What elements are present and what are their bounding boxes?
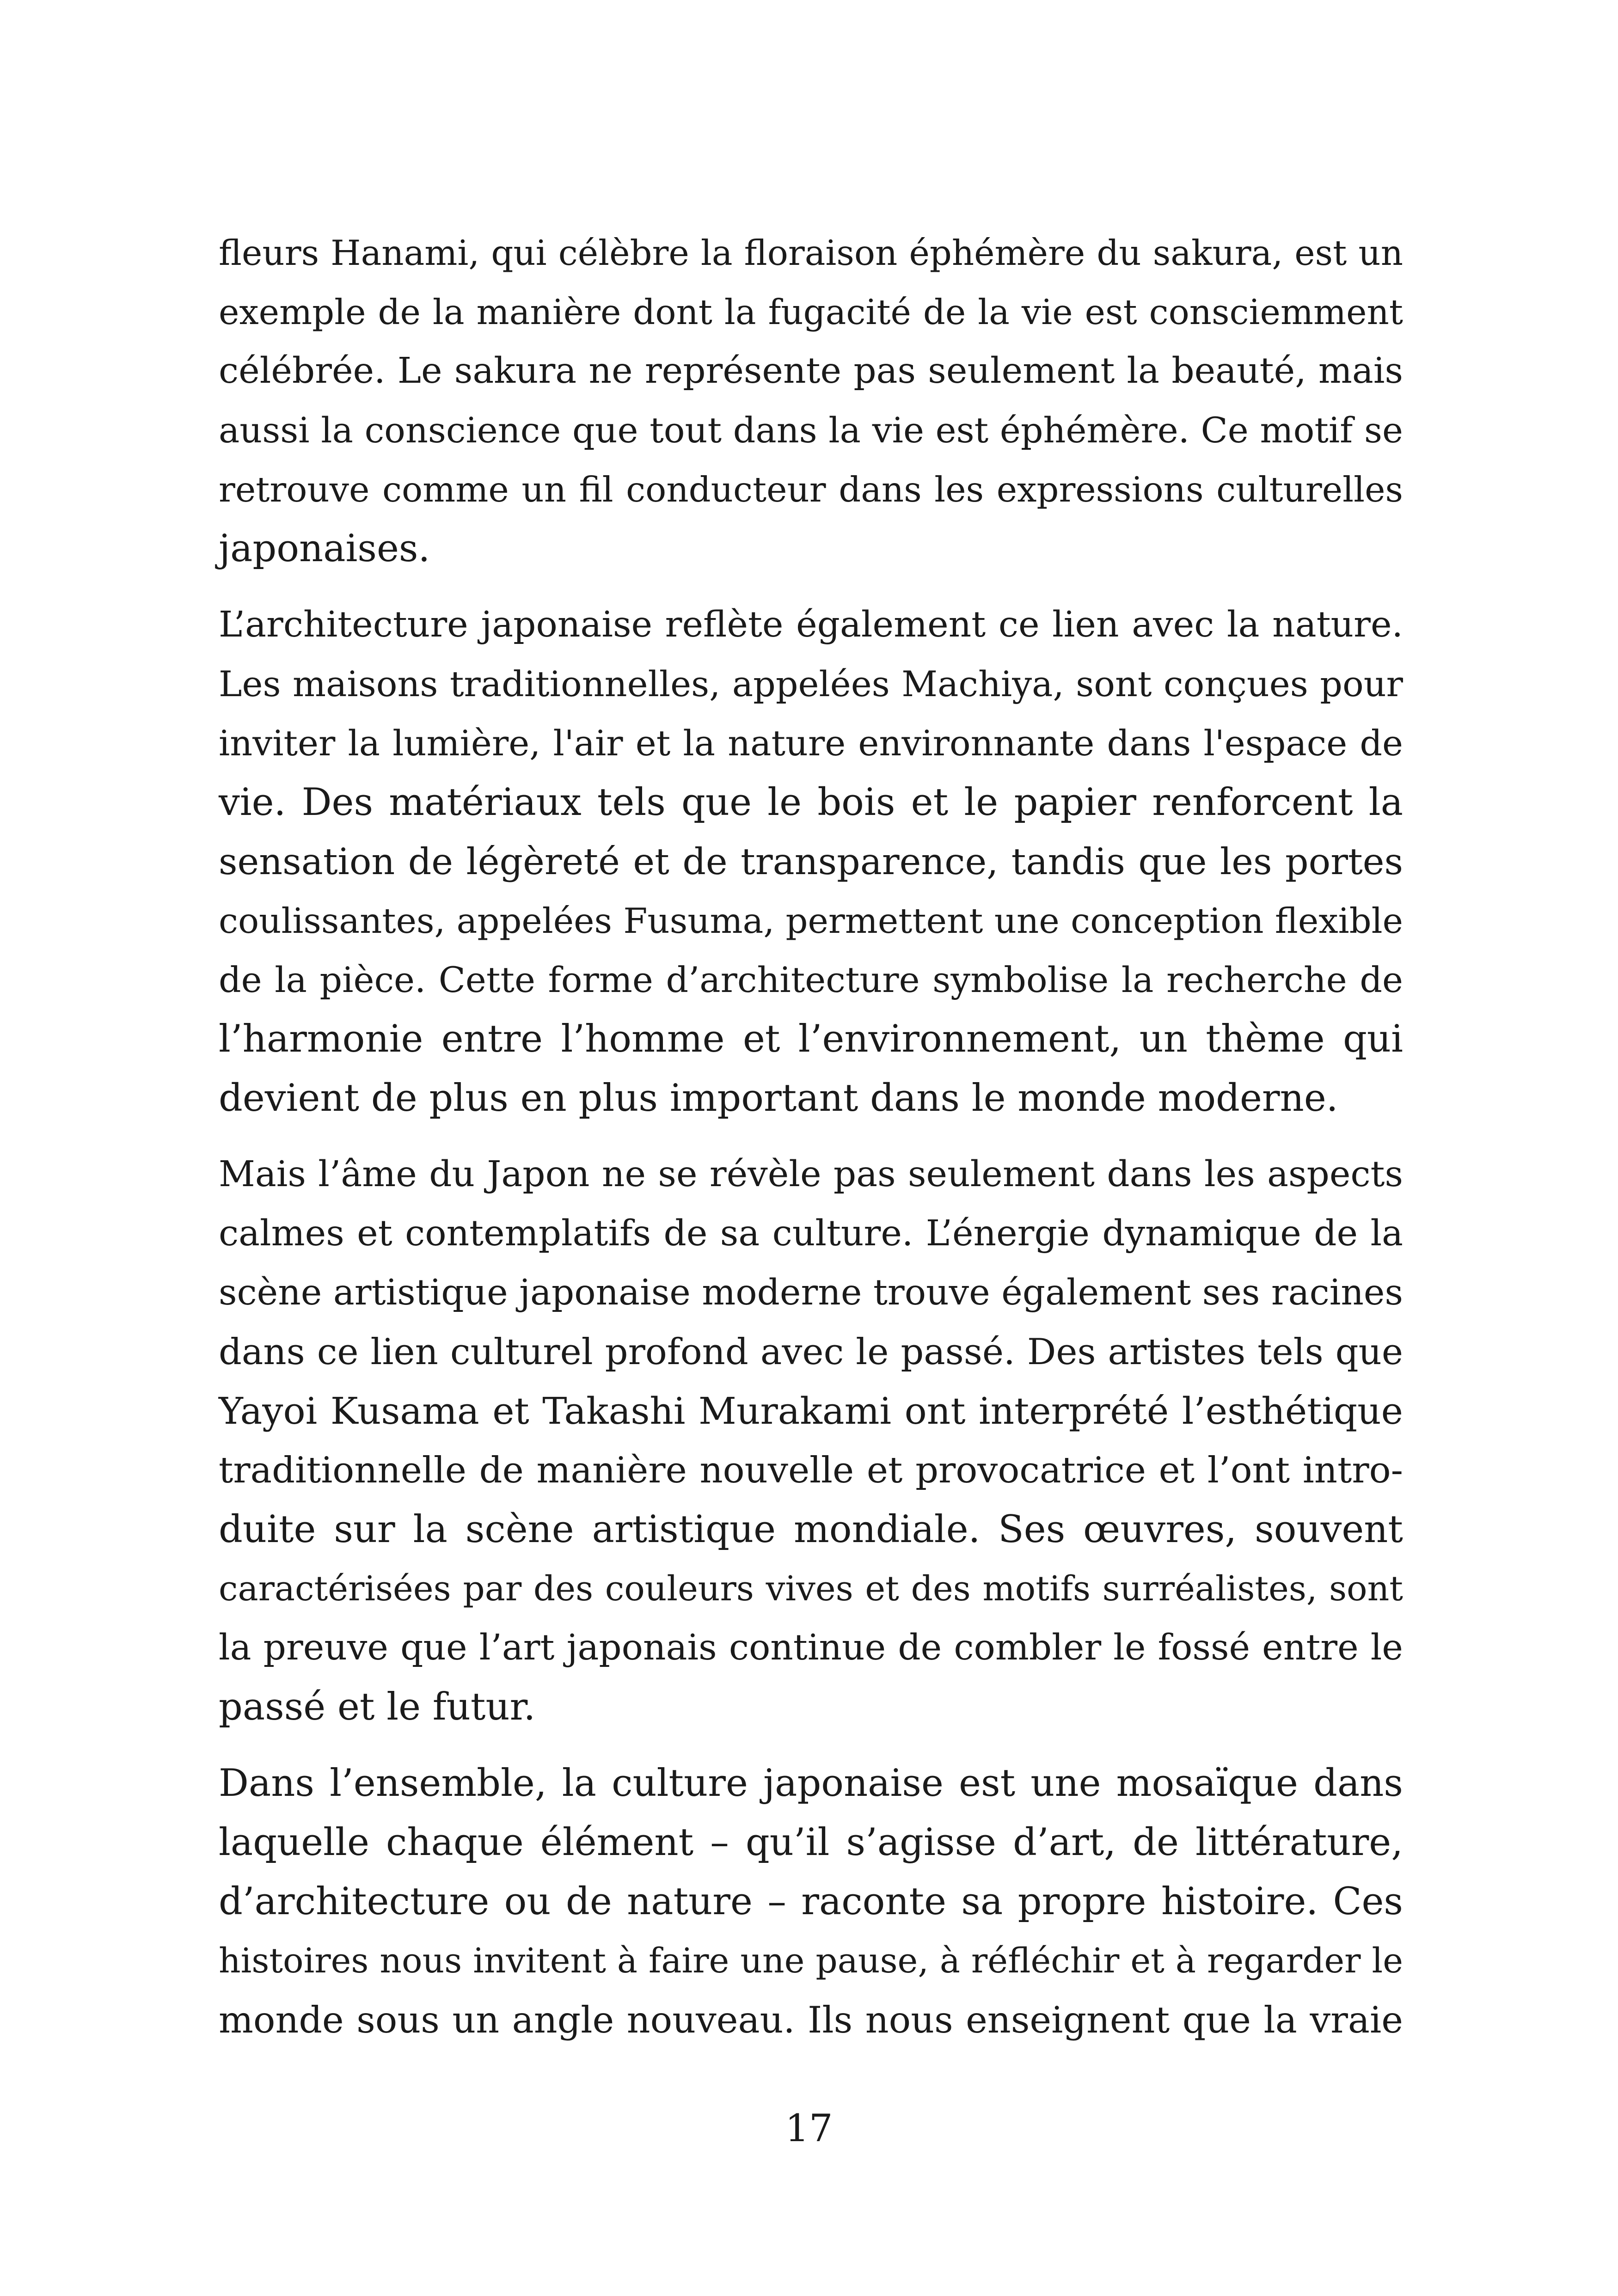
text-line: d’architecture ou de nature – raconte sa propre histoire. Ces [219, 1880, 1403, 1923]
text-line: Mais l’âme du Japon ne se révèle pas seulement dans les aspects [219, 1154, 1403, 1195]
paragraph-architecture [219, 595, 1403, 1128]
text-line: scène artistique japonaise moderne trouve également ses racines [219, 1272, 1403, 1313]
text-line: Dans l’ensemble, la culture japonaise est une mosaïque dans [219, 1762, 1403, 1805]
text-line: duite sur la scène artistique mondiale. Ses œuvres, souvent [219, 1508, 1403, 1551]
text-line: caractérisées par des couleurs vives et des motifs surréalistes, sont [219, 1569, 1403, 1609]
text-line: fleurs Hanami, qui célèbre la floraison éphémère du sakura, est un [219, 233, 1403, 273]
paragraph-mosaic [219, 1754, 1403, 2050]
text-line: la preuve que l’art japonais continue de combler le fossé entre le [219, 1627, 1403, 1668]
text-line: L’architecture japonaise reflète également ce lien avec la nature. [219, 604, 1403, 645]
text-line: vie. Des matériaux tels que le bois et le papier renforcent la [219, 781, 1403, 824]
text-line: retrouve comme un fil conducteur dans les expressions culturelles [219, 469, 1403, 510]
text-line: célébrée. Le sakura ne représente pas seulement la beauté, mais [219, 350, 1403, 392]
text-line: histoires nous invitent à faire une pause, à réfléchir et à regarder le [219, 1941, 1403, 1981]
text-line: sensation de légèreté et de transparence, tandis que les portes [219, 840, 1403, 883]
text-line: traditionnelle de manière nouvelle et provocatrice et l’ont intro- [219, 1450, 1403, 1491]
text-line: exemple de la manière dont la fugacité de la vie est consciemment [219, 292, 1403, 332]
text-line: passé et le futur. [219, 1685, 536, 1729]
text-line: Yayoi Kusama et Takashi Murakami ont interprété l’esthétique [219, 1390, 1403, 1433]
page-number: 17 [785, 2107, 833, 2150]
text-line: japonaises. [219, 527, 430, 570]
text-line: calmes et contemplatifs de sa culture. L’énergie dynamique de la [219, 1213, 1403, 1254]
text-line: laquelle chaque élément – qu’il s’agisse d’art, de littérature, [219, 1821, 1403, 1864]
text-line: Les maisons traditionnelles, appelées Machiya, sont conçues pour [219, 663, 1403, 704]
text-line: devient de plus en plus important dans le monde moderne. [219, 1077, 1338, 1120]
text-line: l’harmonie entre l’homme et l’environnement, un thème qui [219, 1017, 1403, 1061]
text-line: de la pièce. Cette forme d’architecture symbolise la recherche de [219, 959, 1403, 1000]
paragraph-art-scene [219, 1145, 1403, 1737]
text-line: coulissantes, appelées Fusuma, permettent une conception flexible [219, 900, 1403, 941]
text-line: monde sous un angle nouveau. Ils nous enseignent que la vraie [219, 1999, 1403, 2041]
text-line: aussi la conscience que tout dans la vie est éphémère. Ce motif se [219, 410, 1403, 451]
text-line: dans ce lien culturel profond avec le passé. Des artistes tels que [219, 1331, 1403, 1373]
text-line: inviter la lumière, l'air et la nature environnante dans l'espace de [219, 722, 1403, 764]
body-text [219, 223, 1403, 2067]
paragraph-hanami [219, 223, 1403, 578]
